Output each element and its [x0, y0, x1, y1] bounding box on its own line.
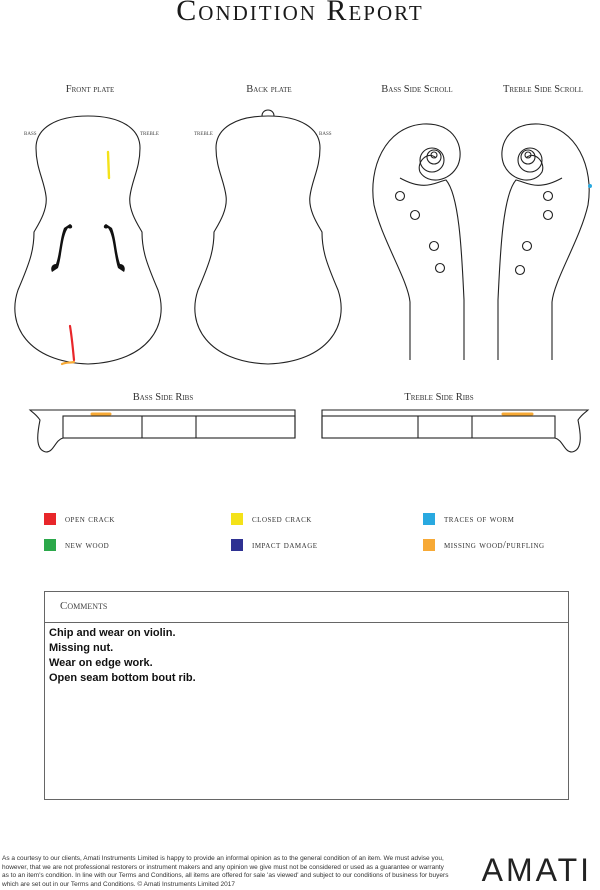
legend-item: [423, 539, 545, 551]
treble-ribs-label: Treble Side Ribs: [404, 392, 474, 403]
legend-item: [44, 513, 115, 525]
f-holes: [51, 224, 125, 272]
legend-label: closed crack: [252, 513, 312, 525]
amati-logo: AMATI: [481, 852, 592, 888]
legend-swatch: [44, 539, 56, 551]
treble-scroll-label: Treble Side Scroll: [502, 84, 584, 95]
bass-scroll-label: Bass Side Scroll: [381, 84, 453, 95]
peg-holes: [396, 192, 553, 275]
bass-scroll-outline: [373, 124, 464, 360]
back-bass-label: bass: [319, 129, 332, 137]
legend-label: open crack: [65, 513, 115, 525]
front-plate-outline: [15, 116, 161, 364]
page-title: Condition Report: [176, 0, 424, 27]
front-treble-label: treble: [140, 129, 159, 137]
legend-swatch: [231, 539, 243, 551]
treble-scroll-outline: [498, 124, 589, 360]
legend-item: [44, 539, 109, 551]
legend-item: [231, 539, 318, 551]
comments-header: [45, 592, 568, 623]
legend-swatch: [423, 539, 435, 551]
bass-ribs-label: Bass Side Ribs: [132, 392, 194, 403]
legend-item: [231, 513, 312, 525]
back-button: [262, 110, 274, 116]
comment-line: Wear on edge work.: [49, 657, 153, 669]
comments-heading: Comments: [60, 600, 108, 612]
comments-text: [49, 626, 196, 686]
back-plate-label: Back plate: [246, 84, 292, 95]
back-plate-outline: [195, 116, 341, 364]
comments-box: [44, 591, 569, 800]
back-treble-label: treble: [194, 129, 213, 137]
legend-label: new wood: [65, 539, 110, 551]
legend-swatch: [44, 513, 56, 525]
legend-label: impact damage: [252, 539, 318, 551]
comment-line: Missing nut.: [49, 642, 114, 654]
disclaimer-text: As a courtesy to our clients, Amati Instruments Limited is happy to provide an informal opinion as to the general condition of an item. We must advise you, however, that we are not professional restorers or instrument makers and any opinion we give must not be considered or used as a guarantee or warranty as to an item's condition. In line with our Terms and Conditions, all items are offered for sale 'as viewed' and subject to our conditions of business for buyers which are set out in our Terms and Conditions. © Amati Instruments Limited 2017: [2, 855, 449, 888]
legend-swatch: [231, 513, 243, 525]
front-bass-label: bass: [24, 129, 37, 137]
comment-line: Open seam bottom bout rib.: [49, 672, 196, 684]
comment-line: Chip and wear on violin.: [49, 627, 176, 639]
legend-item: [423, 513, 514, 525]
legend-label: missing wood/purfling: [444, 539, 545, 551]
legend-swatch: [423, 513, 435, 525]
legend-label: traces of worm: [444, 513, 515, 525]
front-plate-label: Front plate: [65, 84, 115, 95]
damage-marks: [62, 152, 592, 414]
